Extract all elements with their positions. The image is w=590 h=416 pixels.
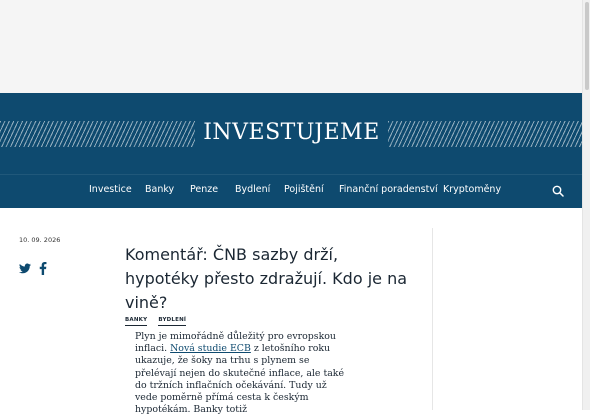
article-tags [125,306,192,326]
search-icon[interactable] [552,185,564,197]
tag-banky[interactable]: BANKY [125,317,147,326]
twitter-icon[interactable] [19,263,31,274]
site-logo[interactable]: INVESTUJEME [203,120,380,145]
ecb-study-link[interactable]: Nová studie ECB [170,343,251,355]
article-text-start: Plyn je mimořádně důležitý pro evropskou inflaci. [135,331,336,355]
nav-item-bydleni[interactable]: Bydlení [235,184,271,195]
article-date: 10. 09. 2026 [19,236,61,244]
article-title: Komentář: ČNB sazby drží, hypotéky přesto zdražují. Kdo je na vině? [125,245,408,312]
nav-item-kryptomeny[interactable]: Kryptoměny [443,184,502,195]
nav-item-investice[interactable]: Investice [89,184,132,195]
scrollbar-thumb[interactable] [585,2,589,90]
article-body [135,331,350,416]
nav-item-banky[interactable]: Banky [145,184,175,195]
nav-divider [0,174,583,175]
sidebar-divider [432,228,433,410]
facebook-icon[interactable] [39,262,47,275]
tag-bydleni[interactable]: BYDLENÍ [158,317,186,326]
logo-decoration-right [388,121,583,147]
site-header [0,93,583,208]
nav-item-financni-poradenstvi[interactable]: Finanční poradenství [339,184,438,195]
article-text-rest: z letošního roku ukazuje, že šoky na trhu s plynem se přelévají nejen do skutečné inflace, ale také do tržních inflačních očekávání. Tudy už vede poměrně přímá cesta k českým hypotékám. Banky totiž [135,343,345,416]
top-ad-space [0,0,583,93]
nav-item-pojisteni[interactable]: Pojištění [284,184,324,195]
main-nav [0,179,583,201]
logo-decoration-left [0,121,195,147]
page-scrollbar[interactable] [582,0,590,410]
nav-item-penze[interactable]: Penze [190,184,219,195]
